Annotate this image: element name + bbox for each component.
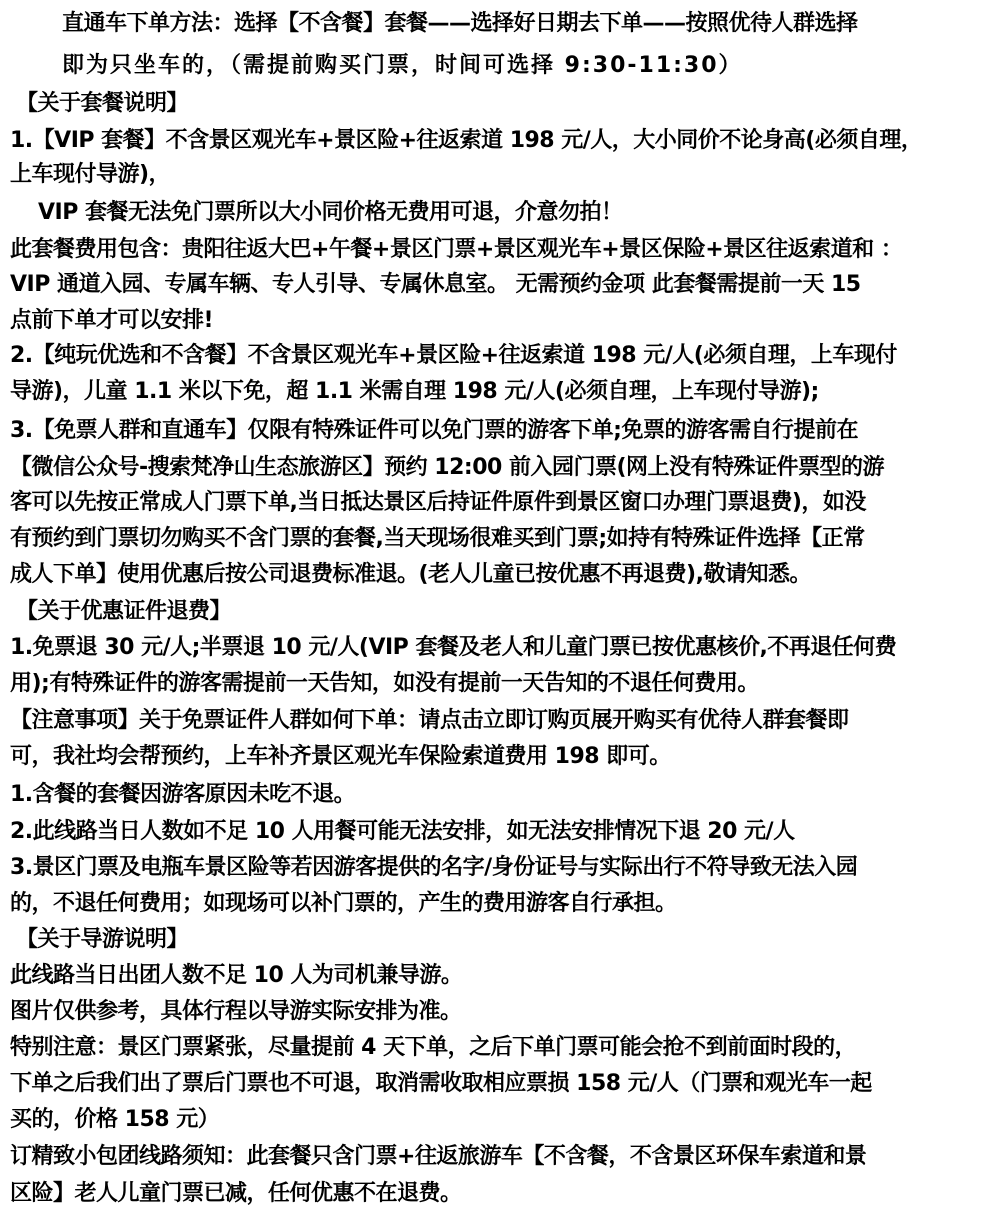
- section-heading-package: 【关于套餐说明】: [16, 91, 189, 116]
- text-line: 上车现付导游)，: [10, 162, 171, 187]
- text-line: 的，不退任何费用；如现场可以补门票的，产生的费用游客自行承担。: [10, 891, 677, 916]
- text-line: 买的，价格 158 元）: [10, 1107, 220, 1132]
- text-line: 1.含餐的套餐因游客原因未吃不退。: [10, 782, 356, 807]
- text-line: 1.免票退 30 元/人;半票退 10 元/人(VIP 套餐及老人和儿童门票已按优惠核价,不再退任何费: [10, 635, 897, 660]
- text-line: 图片仅供参考，具体行程以导游实际安排为准。: [10, 999, 462, 1024]
- text-line: 1.【VIP 套餐】不含景区观光车+景区险+往返索道 198 元/人，大小同价不论身高(必须自理，: [10, 128, 923, 153]
- text-line: 【微信公众号-搜索梵净山生态旅游区】预约 12:00 前入园门票(网上没有特殊证件票型的游: [10, 455, 885, 480]
- text-line: 特别注意：景区门票紧张，尽量提前 4 天下单，之后下单门票可能会抢不到前面时段的，: [10, 1035, 857, 1060]
- intro-line: 直通车下单方法：选择【不含餐】套餐——选择好日期去下单——按照优待人群选择: [62, 11, 858, 36]
- text-line: 可，我社均会帮预约，上车补齐景区观光车保险索道费用 198 即可。: [10, 744, 671, 769]
- text-line: 3.景区门票及电瓶车景区险等若因游客提供的名字/身份证号与实际出行不符导致无法入园: [10, 855, 858, 880]
- text-line: 区险】老人儿童门票已减，任何优惠不在退费。: [10, 1181, 462, 1206]
- text-line: 【注意事项】关于免票证件人群如何下单：请点击立即订购页展开购买有优待人群套餐即: [10, 708, 849, 733]
- text-line: 客可以先按正常成人门票下单,当日抵达景区后持证件原件到景区窗口办理门票退费)，如没: [10, 490, 866, 515]
- text-line: 3.【免票人群和直通车】仅限有特殊证件可以免门票的游客下单;免票的游客需自行提前在: [10, 418, 858, 443]
- text-line: 点前下单才可以安排!: [10, 308, 214, 333]
- text-line: 此套餐费用包含：贵阳往返大巴+午餐+景区门票+景区观光车+景区保险+景区往返索道和 ：: [10, 237, 903, 262]
- text-line: 2.此线路当日人数如不足 10 人用餐可能无法安排，如无法安排情况下退 20 元/人: [10, 819, 795, 844]
- text-line: 下单之后我们出了票后门票也不可退，取消需收取相应票损 158 元/人（门票和观光车一起: [10, 1071, 872, 1096]
- text-line: VIP 套餐无法免门票所以大小同价格无费用可退，介意勿拍！: [38, 200, 623, 225]
- text-line: 成人下单】使用优惠后按公司退费标准退。(老人儿童已按优惠不再退费),敬请知悉。: [10, 562, 811, 587]
- intro-line: 即为只坐车的，（需提前购买门票，时间可选择 9:30-11:30）: [62, 53, 743, 78]
- text-line: 此线路当日出团人数不足 10 人为司机兼导游。: [10, 963, 463, 988]
- text-line: VIP 通道入园、专属车辆、专人引导、专属休息室。 无需预约金项 此套餐需提前一天 15: [10, 272, 861, 297]
- text-line: 订精致小包团线路须知：此套餐只含门票+往返旅游车【不含餐，不含景区环保车索道和景: [10, 1144, 867, 1169]
- text-line: 导游)，儿童 1.1 米以下免，超 1.1 米需自理 198 元/人(必须自理，上车现付导游);: [10, 379, 819, 404]
- section-heading-refund: 【关于优惠证件退费】: [16, 599, 232, 624]
- text-line: 用);有特殊证件的游客需提前一天告知，如没有提前一天告知的不退任何费用。: [10, 671, 759, 696]
- text-line: 有预约到门票切勿购买不含门票的套餐,当天现场很难买到门票;如持有特殊证件选择【正常: [10, 526, 865, 551]
- text-line: 2.【纯玩优选和不含餐】不含景区观光车+景区险+往返索道 198 元/人(必须自理，上车现付: [10, 343, 897, 368]
- section-heading-guide: 【关于导游说明】: [16, 927, 189, 952]
